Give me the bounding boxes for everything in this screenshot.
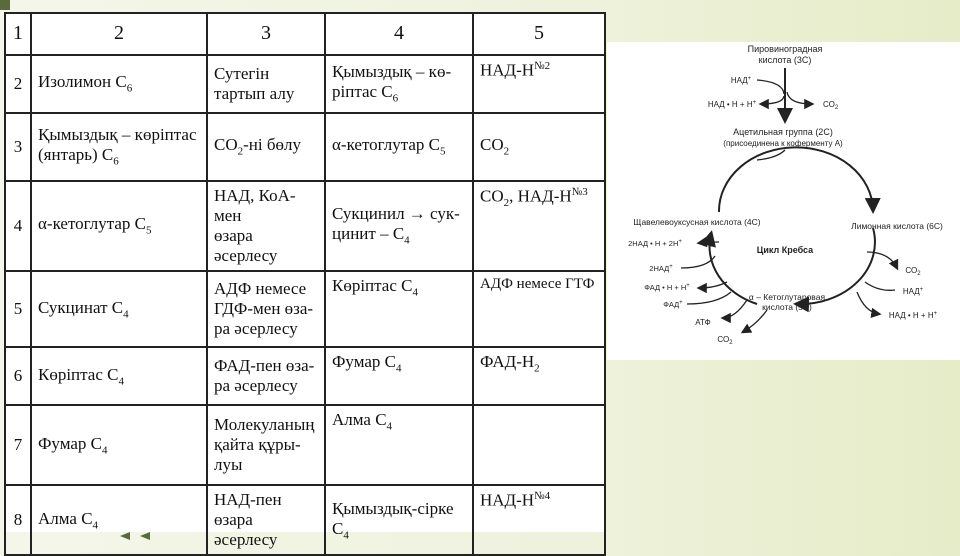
citric-label: Лимонная кислота (6С) [851,221,943,231]
header-cell: 4 [325,13,473,55]
corner-mark [0,0,10,10]
reaction-cell: НАД, КоА-мен өзара әсерлесу [207,181,325,271]
nad-plus-label: НАД+ [730,76,752,85]
row-number: 3 [5,113,31,181]
pyruvate-label: Пировиноградная [747,44,823,54]
substrate-cell: Көріптас $С_4$ [31,347,207,405]
product-cell: Қымыздық – кө- ріптас $С_6$ [325,55,473,113]
substrate-cell: Фумар $С_4$ [31,405,207,485]
co2-bottom-arrow [743,310,767,332]
reaction-cell: Сутегін тартып алу [207,55,325,113]
ketoglutaric-sub-label: кислота (5С) [762,302,812,312]
table-row [5,485,605,555]
reaction-cell: $СО_2-ні$ бөлу [207,113,325,181]
fad-label: ФАД+ [663,300,683,309]
table-row [5,113,605,181]
decorative-arrow-strip [120,532,320,540]
byproduct-cell: ФАД-$Н_2$ [473,347,605,405]
substrate-cell: α-кетоглутар $С_5$ [31,181,207,271]
product-cell: Алма $С_4$ [325,405,473,485]
reaction-cell: Молекуланың қайта құры- луы [207,405,325,485]
product-cell: Көріптас $С_4$ [325,271,473,347]
byproduct-cell: $СО_2$ [473,113,605,181]
product-cell: Сукцинил → сук- цинит – $С_4$ [325,181,473,271]
product-cell: α-кетоглутар $С_5$ [325,113,473,181]
nadh-label: НАД • Н + Н+ [707,100,757,109]
fad-in-arrow [687,292,731,304]
row-number: 5 [5,271,31,347]
reaction-cell: АДФ немесе ГДФ-мен өза- ра әсерлесу [207,271,325,347]
co2-right-label: $СО_2$ [905,266,921,277]
acetyl-label: Ацетильная группа (2С) [733,127,833,137]
nadh2-out-arrow [699,242,719,243]
nad-in-arrow [757,80,784,94]
nad-right-label: НАД+ [902,287,924,296]
reaction-cell: ФАД-пен өза- ра әсерлесу [207,347,325,405]
table-row [5,271,605,347]
product-cell: Фумар $С_4$ [325,347,473,405]
ketoglutaric-label: α – Кетоглутаровая [748,292,826,302]
byproduct-cell: НАД-$Н^{№2}$ [473,55,605,113]
header-cell: 5 [473,13,605,55]
co2-bottom-label: $СО_2$ [717,335,733,346]
table-row [5,181,605,271]
cycle-title: Цикл Кребса [756,245,814,255]
krebs-cycle-diagram [607,42,960,360]
nadh-right-out-arrow [857,292,879,314]
pyruvate-sub-label: кислота (3С) [758,55,812,65]
substrate-cell: Қымыздық – көріптас (янтарь) $С_6$ [31,113,207,181]
row-number: 4 [5,181,31,271]
reaction-cell: НАД-пен өзара әсерлесу [207,485,325,555]
krebs-table-panel [4,12,606,550]
atf-out-arrow [723,300,747,318]
oxaloacetic-label: Щавелевоуксусная кислота (4С) [633,217,761,227]
nad2-label: 2НАД+ [649,264,673,273]
product-cell: Қымыздық-сірке $С_4$ [325,485,473,555]
row-number: 6 [5,347,31,405]
table-header-row [5,13,605,55]
atf-label: АТФ [695,318,711,327]
row-number: 8 [5,485,31,555]
nadh2-label: 2НАД • Н + 2Н+ [628,239,682,248]
substrate-cell: Сукцинат $С_4$ [31,271,207,347]
nadh-out-arrow [761,96,784,104]
row-number: 7 [5,405,31,485]
acetyl-sub-label: (присоединена к коферменту А) [723,139,843,148]
nadh-right-label: НАД • Н + Н+ [888,311,938,320]
table-row [5,405,605,485]
co2-out-arrow [787,92,812,104]
nad-right-in-arrow [865,282,895,290]
substrate-cell: Изолимон $С_6$ [31,55,207,113]
byproduct-cell [473,405,605,485]
table-row [5,347,605,405]
cycle-arc-top [719,147,873,212]
byproduct-cell: НАД-$Н^{№4}$ [473,485,605,555]
fadh-label: ФАД • Н + Н+ [644,283,690,292]
byproduct-cell: АДФ немесе ГТФ [473,271,605,347]
header-cell: 1 [5,13,31,55]
krebs-table [4,12,606,556]
byproduct-cell: $СО_2$, НАД-$Н^{№3}$ [473,181,605,271]
row-number: 2 [5,55,31,113]
substrate-cell: Алма $С_4$ [31,485,207,555]
header-cell: 2 [31,13,207,55]
table-row [5,55,605,113]
co2-label: $СО_2$ [823,100,839,111]
header-cell: 3 [207,13,325,55]
krebs-cycle-svg [607,42,960,360]
